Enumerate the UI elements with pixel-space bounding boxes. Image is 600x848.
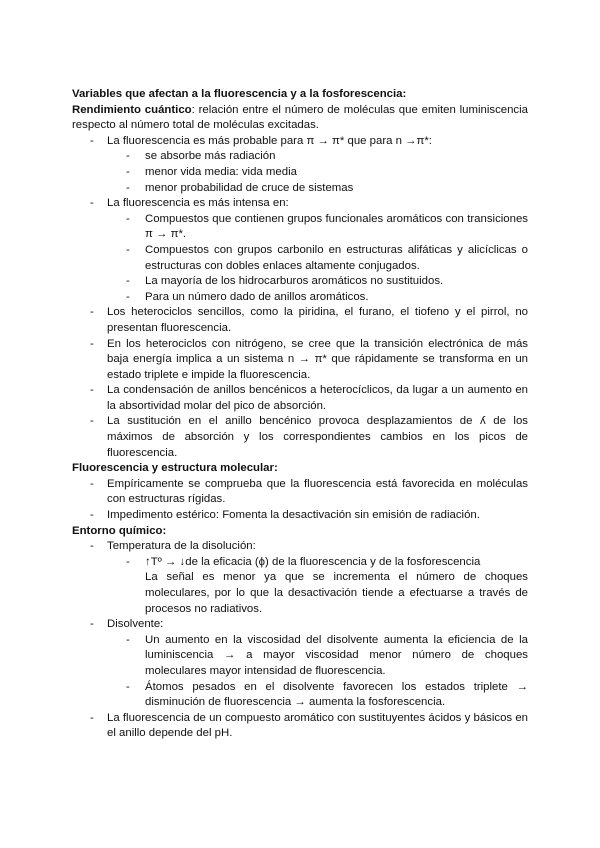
page-title: Variables que afectan a la fluorescencia y a la fosforescencia: xyxy=(72,88,407,100)
sublist-item: - Para un número dado de anillos aromáticos. xyxy=(107,290,528,306)
sublist xyxy=(107,633,528,711)
sublist-item xyxy=(107,555,528,617)
entorno-list xyxy=(72,539,528,742)
list-item: - Impedimento estérico: Fomenta la desactivación sin emisión de radiación. xyxy=(72,508,528,524)
sublist xyxy=(107,555,528,617)
rendimiento-definition: : relación entre el número de moléculas que emiten luminiscencia respecto al número total de moléculas excitadas. xyxy=(72,103,528,132)
sublist xyxy=(107,212,528,306)
sublist-item: - La mayoría de los hidrocarburos aromáticos no sustituidos. xyxy=(107,274,528,290)
sublist-item: - Un aumento en la viscosidad del disolvente aumenta la eficiencia de la luminiscencia → a mayor viscosidad menor número de choques moleculares mayor intensidad de fluorescencia. xyxy=(107,633,528,680)
sublist-item-continuation: La señal es menor ya que se incrementa el número de choques moleculares, por lo que la desactivación tiende a efectuarse a través de procesos no radiativos. xyxy=(145,571,528,615)
list-item: - En los heterociclos con nitrógeno, se cree que la transición electrónica de más baja energía implica a un sistema n → π* que rápidamente se transforma en un estado triplete e impide la fluorescencia. xyxy=(72,337,528,384)
list-item: - La sustitución en el anillo bencénico provoca desplazamientos de ʎ de los máximos de absorción y los correspondientes cambios en los picos de fluorescencia. xyxy=(72,414,528,461)
list-item: - La condensación de anillos bencénicos a heterocíclicos, da lugar a un aumento en la absortividad molar del pico de absorción. xyxy=(72,383,528,414)
list-item-text: La fluorescencia es más probable para π → π* que para n →π*: xyxy=(107,134,432,147)
sublist xyxy=(107,149,528,196)
section1-list xyxy=(72,134,528,461)
sublist-item: - Compuestos que contienen grupos funcionales aromáticos con transiciones π → π*. xyxy=(107,212,528,243)
sublist-item: - Átomos pesados en el disolvente favorecen los estados triplete → disminución de fluorescencia → aumenta la fosforescencia. xyxy=(107,680,528,711)
sublist-item: - Compuestos con grupos carbonilo en estructuras alifáticas y alicíclicas o estructuras con dobles enlaces altamente conjugados. xyxy=(107,243,528,274)
list-item xyxy=(72,134,528,196)
list-item-text: Temperatura de la disolución: xyxy=(107,540,256,553)
estructura-list xyxy=(72,477,528,524)
sublist-item: - menor probabilidad de cruce de sistemas xyxy=(107,181,528,197)
list-item: - Empíricamente se comprueba que la fluorescencia está favorecida en moléculas con estructuras rígidas. xyxy=(72,477,528,508)
section-heading-estructura: Fluorescencia y estructura molecular: xyxy=(72,462,278,475)
list-item: - Los heterociclos sencillos, como la piridina, el furano, el tiofeno y el pirrol, no presentan fluorescencia. xyxy=(72,305,528,336)
sublist-item-first: ↑Tº → ↓de la eficacia (ϕ) de la fluorescencia y de la fosforescencia xyxy=(145,555,481,568)
list-item xyxy=(72,196,528,305)
sublist-item: - se absorbe más radiación xyxy=(107,149,528,165)
document-page xyxy=(72,87,528,742)
list-item xyxy=(72,539,528,617)
list-item xyxy=(72,617,528,711)
list-item-text: La fluorescencia es más intensa en: xyxy=(107,197,289,210)
sublist-item: - menor vida media: vida media xyxy=(107,165,528,181)
list-item-text: Disolvente: xyxy=(107,618,164,631)
list-item: - La fluorescencia de un compuesto aromático con sustituyentes ácidos y básicos en el anillo depende del pH. xyxy=(72,711,528,742)
rendimiento-paragraph xyxy=(72,103,528,134)
section-heading-entorno: Entorno químico: xyxy=(72,524,167,537)
rendimiento-term: Rendimiento cuántico xyxy=(72,103,192,116)
